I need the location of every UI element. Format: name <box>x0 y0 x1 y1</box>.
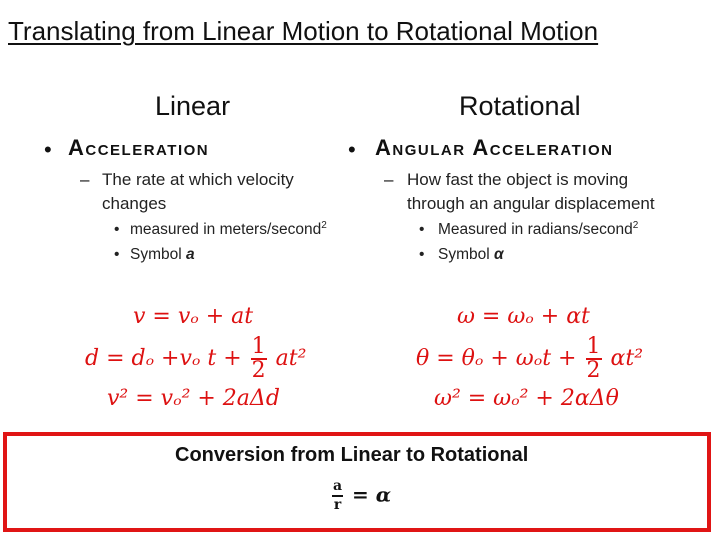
fraction-numerator: 1 <box>586 334 601 359</box>
bullet-icon: • <box>114 221 120 238</box>
conversion-equation <box>330 478 391 514</box>
linear-symbol-label: Symbol <box>130 246 182 263</box>
dash-icon: – <box>384 170 394 189</box>
rotational-displacement-equation-right: αt² <box>610 346 644 371</box>
linear-symbol-detail <box>130 244 195 266</box>
bullet-icon: • <box>348 137 356 162</box>
linear-term: Acceleration <box>68 135 210 160</box>
linear-displacement-equation-left: d = dₒ +vₒ t + <box>85 346 242 371</box>
linear-velocity-equation: v = vₒ + at <box>133 304 254 329</box>
bullet-icon: • <box>44 137 52 162</box>
rotational-displacement-equation <box>416 336 643 382</box>
one-half-fraction <box>251 336 267 382</box>
a-over-r-fraction <box>332 478 343 514</box>
linear-units-exponent: 2 <box>321 220 327 231</box>
linear-displacement-equation-right: at² <box>275 346 307 371</box>
conversion-title: Conversion from Linear to Rotational <box>175 444 529 466</box>
rotational-symbol-detail <box>438 244 504 266</box>
bullet-icon: • <box>419 221 425 238</box>
rotational-symbol-label: Symbol <box>438 246 490 263</box>
rotational-description-line1: How fast the object is moving <box>407 170 629 189</box>
fraction-denominator: r <box>333 497 342 513</box>
linear-velocity-squared-equation: v² = vₒ² + 2aΔd <box>107 386 280 411</box>
rotational-description-line2: through an angular displacement <box>407 194 655 213</box>
linear-displacement-equation <box>85 336 306 382</box>
dash-icon: – <box>80 170 90 189</box>
linear-description-line2: changes <box>102 194 167 213</box>
rotational-displacement-equation-left: θ = θₒ + ωₒt + <box>416 346 577 371</box>
fraction-numerator: a <box>332 478 343 497</box>
one-half-fraction <box>586 336 602 382</box>
slide-title: Translating from Linear Motion to Rotational Motion <box>8 16 599 46</box>
fraction-denominator: 2 <box>586 358 601 383</box>
rotational-units-text: Measured in radians/second <box>438 221 633 238</box>
rotational-column-heading: Rotational <box>459 91 581 121</box>
linear-symbol: a <box>186 246 195 263</box>
rotational-velocity-equation: ω = ωₒ + αt <box>457 304 590 329</box>
rotational-units-exponent: 2 <box>632 220 639 231</box>
rotational-term: Angular Acceleration <box>375 135 614 160</box>
rotational-symbol: α <box>494 246 504 263</box>
conversion-result: = α <box>352 482 392 507</box>
bullet-icon: • <box>114 246 120 263</box>
linear-description-line1: The rate at which velocity <box>102 170 294 189</box>
rotational-velocity-squared-equation: ω² = ωₒ² + 2αΔθ <box>434 386 619 411</box>
fraction-denominator: 2 <box>251 358 266 383</box>
bullet-icon: • <box>419 246 425 263</box>
linear-units-detail <box>130 219 327 241</box>
linear-units-text: measured in meters/second <box>130 221 322 238</box>
rotational-units-detail <box>438 219 638 241</box>
linear-column-heading: Linear <box>155 91 231 121</box>
fraction-numerator: 1 <box>251 334 266 359</box>
